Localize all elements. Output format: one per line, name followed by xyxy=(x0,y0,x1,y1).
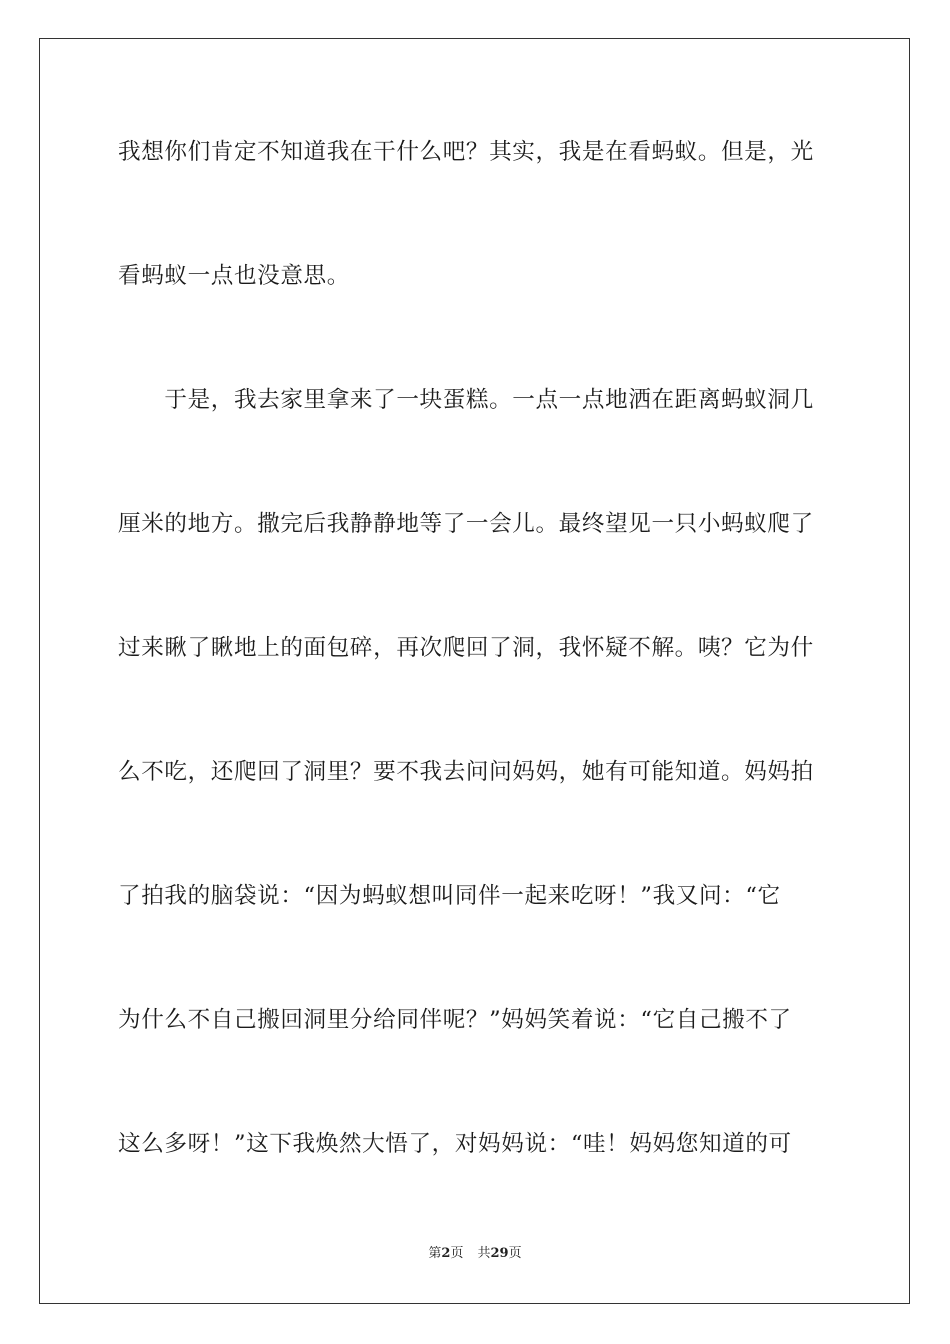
body-line-7: 了拍我的脑袋说：“因为蚂蚁想叫同伴一起来吃呀！”我又问：“它 xyxy=(118,883,781,909)
body-line-2: 看蚂蚁一点也没意思。 xyxy=(118,263,350,289)
total-prefix: 共 xyxy=(477,1246,491,1261)
body-line-1: 我想你们肯定不知道我在干什么吧？其实，我是在看蚂蚁。但是，光 xyxy=(118,139,814,165)
page-footer xyxy=(0,1245,950,1263)
body-line-5: 过来瞅了瞅地上的面包碎，再次爬回了洞，我怀疑不解。咦？它为什 xyxy=(118,635,814,661)
total-suffix: 页 xyxy=(508,1246,522,1261)
total-pages: 29 xyxy=(490,1246,509,1261)
page-prefix: 第 xyxy=(428,1246,442,1261)
body-line-3: 于是，我去家里拿来了一块蛋糕。一点一点地洒在距离蚂蚁洞几 xyxy=(118,387,814,413)
page-suffix: 页 xyxy=(450,1246,464,1261)
page-border xyxy=(39,38,910,1304)
body-line-6: 么不吃，还爬回了洞里？要不我去问问妈妈，她有可能知道。妈妈拍 xyxy=(118,759,814,785)
body-line-4: 厘米的地方。撒完后我静静地等了一会儿。最终望见一只小蚂蚁爬了 xyxy=(118,511,814,537)
page-number: 2 xyxy=(441,1246,451,1261)
body-line-9: 这么多呀！”这下我焕然大悟了，对妈妈说：“哇！妈妈您知道的可 xyxy=(118,1131,792,1157)
body-line-8: 为什么不自己搬回洞里分给同伴呢？”妈妈笑着说：“它自己搬不了 xyxy=(118,1007,792,1033)
